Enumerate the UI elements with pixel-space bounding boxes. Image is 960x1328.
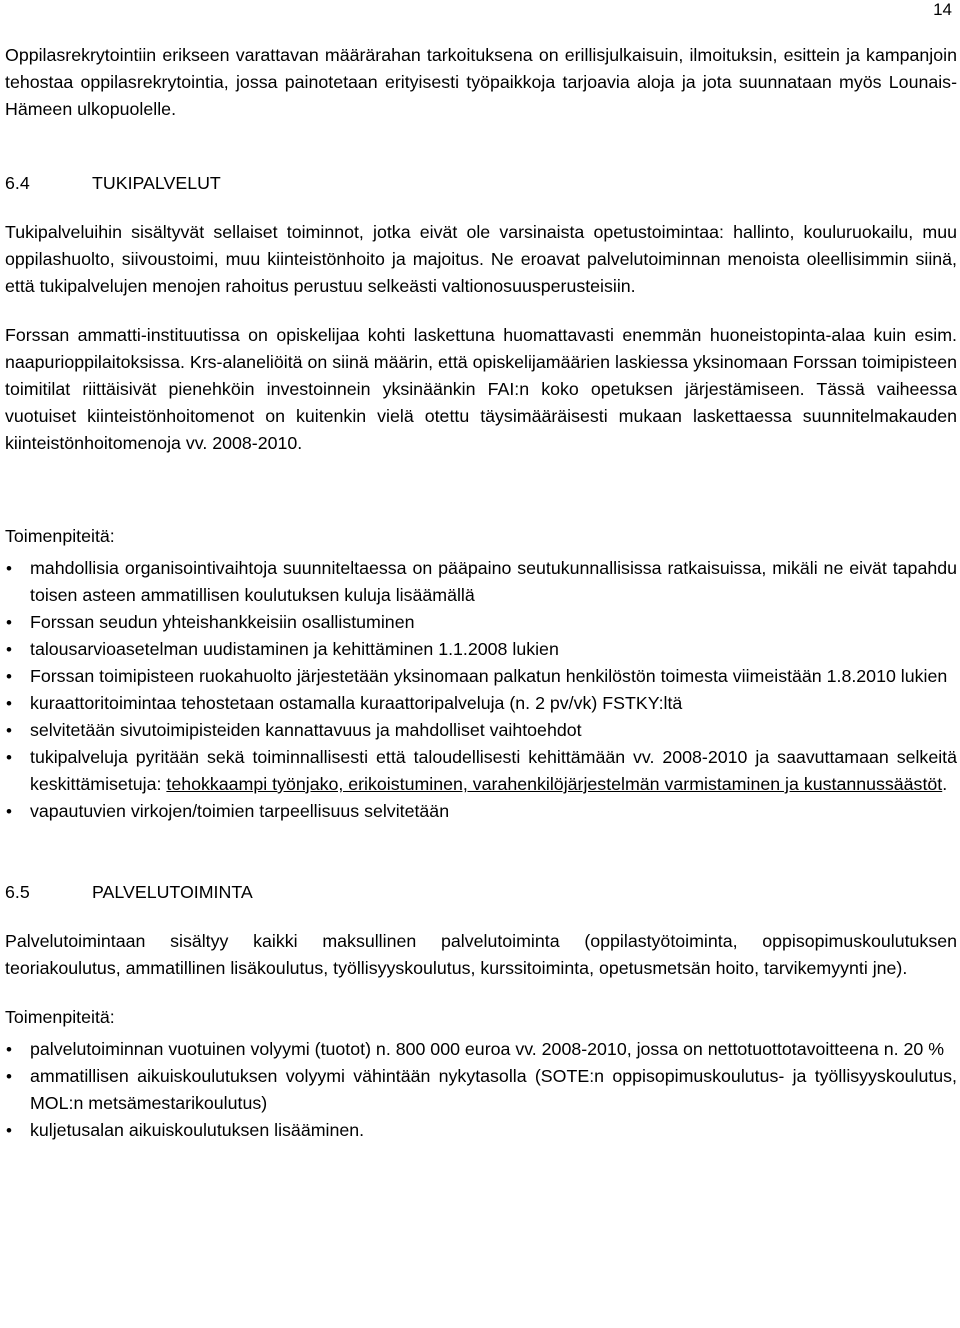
list-item: • kuraattoritoimintaa tehostetaan ostamalla kuraattoripalveluja (n. 2 pv/vk) FSTKY:ltä — [5, 690, 957, 717]
actions-list-6-5 — [5, 1036, 957, 1144]
list-item: • tukipalveluja pyritään sekä toiminnallisesti että taloudellisesti kehittämään vv. 2008-2010 ja saavuttamaan selkeitä keskittämisetuja: tehokkaampi työnjako, erikoistuminen, varahenkilöjärjestelmän varmistaminen ja kustannussäästöt. — [5, 744, 957, 798]
palvelutoiminta-paragraph-1: Palvelutoimintaan sisältyy kaikki maksullinen palvelutoiminta (oppilastyötoiminta, oppisopimuskoulutuksen teoriakoulutus, ammatillinen lisäkoulutus, työllisyyskoulutus, kurssitoiminta, opetusmetsän hoito, tarvikemyynti jne). — [5, 931, 957, 978]
section-number: 6.5 — [5, 882, 30, 902]
list-item: • kuljetusalan aikuiskoulutuksen lisääminen. — [5, 1117, 957, 1144]
bullet-icon: • — [6, 802, 12, 821]
section-title: TUKIPALVELUT — [92, 173, 221, 193]
section-title: PALVELUTOIMINTA — [92, 882, 253, 902]
bullet-icon: • — [6, 1067, 12, 1086]
actions-label: Toimenpiteitä: — [5, 1007, 115, 1027]
bullet-icon: • — [6, 1040, 12, 1059]
list-item: • Forssan toimipisteen ruokahuolto järjestetään yksinomaan palkatun henkilöstön toimesta viimeistään 1.8.2010 lukien — [5, 663, 957, 690]
actions-label: Toimenpiteitä: — [5, 526, 115, 546]
bullet-icon: • — [6, 667, 12, 686]
intro-paragraph: Oppilasrekrytointiin erikseen varattavan määrärahan tarkoituksena on erillisjulkaisuin, ilmoituksin, esittein ja kampanjoin tehostaa oppilasrekrytointia, jossa painotetaan erityisesti työpaikkoja tarjoavia aloja ja jota suunnataan myös Lounais-Hämeen ulkopuolelle. — [5, 45, 957, 119]
bullet-icon: • — [6, 1121, 12, 1140]
tukipalvelut-paragraph-2: Forssan ammatti-instituutissa on opiskelijaa kohti laskettuna huomattavasti enemmän huoneistopinta-alaa kuin esim. naapurioppilaitoksissa. Krs-alaneliöitä on siinä määrin, että opiskelijamäärien laskiessa yksinomaan Forssan toimipisteen toimitilat riittäisivät pienehköin investoinnein yksinäänkin FAI:n koko opetuksen järjestämiseen. Tässä vaiheessa vuotuiset kiinteistönhoitomenot on kuitenkin vielä otettu täysimääräisesti mukaan laskettaessa suunnitelmakauden kiinteistönhoitomenoja vv. 2008-2010. — [5, 325, 957, 453]
underlined-text: tehokkaampi työnjako, erikoistuminen, varahenkilöjärjestelmän varmistaminen ja kustannussäästöt — [166, 774, 943, 794]
bullet-icon: • — [6, 640, 12, 659]
section-number: 6.4 — [5, 173, 30, 193]
list-item: • ammatillisen aikuiskoulutuksen volyymi vähintään nykytasolla (SOTE:n oppisopimuskoulutus- ja työllisyyskoulutus, MOL:n metsämestarikoulutus) — [5, 1063, 957, 1117]
bullet-icon: • — [6, 613, 12, 632]
section-heading-6-4 — [5, 170, 957, 197]
list-item: • mahdollisia organisointivaihtoja suunniteltaessa on pääpaino seutukunnallisissa ratkaisuissa, mikäli ne eivät tapahdu toisen asteen ammatillisen koulutuksen kuluja lisäämällä — [5, 555, 957, 609]
list-item: • selvitetään sivutoimipisteiden kannattavuus ja mahdolliset vaihtoehdot — [5, 717, 957, 744]
bullet-icon: • — [6, 559, 12, 578]
page-number: 14 — [933, 0, 952, 19]
section-heading-6-5 — [5, 879, 957, 906]
list-item: • talousarvioasetelman uudistaminen ja kehittäminen 1.1.2008 lukien — [5, 636, 957, 663]
bullet-icon: • — [6, 721, 12, 740]
list-item: • Forssan seudun yhteishankkeisiin osallistuminen — [5, 609, 957, 636]
bullet-icon: • — [6, 694, 12, 713]
list-item: • vapautuvien virkojen/toimien tarpeellisuus selvitetään — [5, 798, 957, 825]
list-item: • palvelutoiminnan vuotuinen volyymi (tuotot) n. 800 000 euroa vv. 2008-2010, jossa on nettotuottotavoitteena n. 20 % — [5, 1036, 957, 1063]
actions-list-6-4 — [5, 555, 957, 825]
bullet-icon: • — [6, 748, 12, 767]
tukipalvelut-paragraph-1: Tukipalveluihin sisältyvät sellaiset toiminnot, jotka eivät ole varsinaista opetustoimintaa: hallinto, kouluruokailu, muu oppilashuolto, siivoustoimi, muu kiinteistönhoito ja majoitus. Ne eroavat palvelutoiminnan menoista oleellisimmin siinä, että tukipalvelujen menojen rahoitus perustuu selkeästi valtionosuusperusteisiin. — [5, 222, 957, 296]
document-body — [5, 42, 957, 1144]
